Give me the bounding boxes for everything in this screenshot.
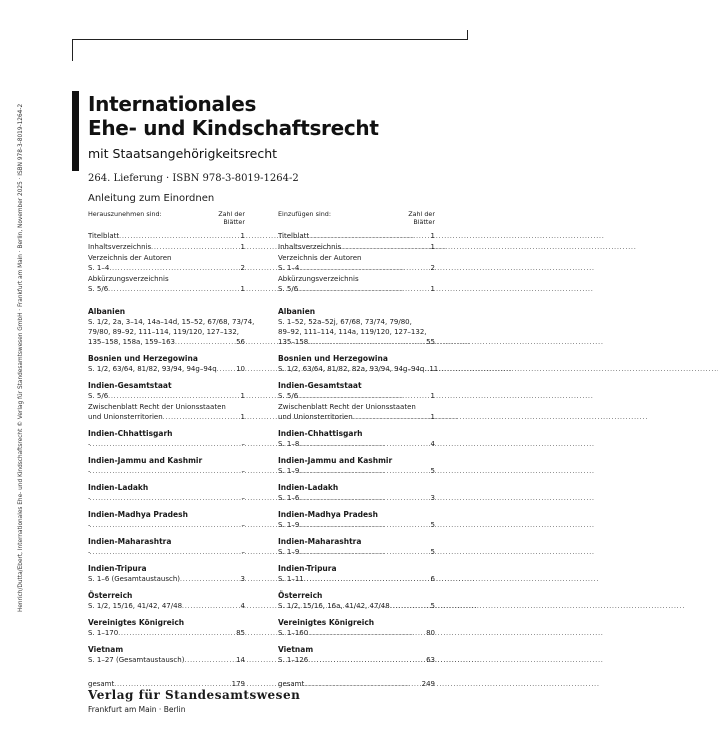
entry-pages: S. 1–126 bbox=[278, 656, 309, 664]
publisher-city: Frankfurt am Main · Berlin bbox=[88, 705, 186, 714]
total-label: gesamt bbox=[88, 680, 115, 688]
sheet-count: 4 bbox=[430, 440, 435, 448]
sheet-count: – bbox=[241, 467, 245, 475]
sheet-count: 1 bbox=[240, 243, 245, 251]
dot-leader bbox=[299, 493, 429, 504]
prelim-row bbox=[88, 263, 245, 274]
sheet-count: 1 bbox=[240, 392, 245, 400]
total-count: 179 bbox=[231, 680, 245, 688]
column-header-count: Zahl der Blätter bbox=[408, 210, 435, 226]
country-heading: Indien-Chhattisgarh bbox=[88, 429, 173, 438]
entry-pages: S. 1–160 bbox=[278, 629, 309, 637]
dot-leader bbox=[90, 439, 241, 450]
entry-pages: S. 1–9 bbox=[278, 548, 300, 556]
entry-pages: S. 1–4 bbox=[278, 264, 300, 272]
dot-leader bbox=[304, 679, 420, 690]
frame-line-right bbox=[467, 30, 468, 40]
entry-row bbox=[88, 520, 245, 531]
subtitle: mit Staatsangehörigkeitsrecht bbox=[88, 146, 278, 161]
column-header-label: Einzufügen sind: bbox=[278, 210, 332, 218]
spacer bbox=[278, 295, 435, 307]
entry-pages: S. 1–170 bbox=[88, 629, 119, 637]
total-label: gesamt bbox=[278, 680, 305, 688]
dot-leader bbox=[119, 231, 239, 242]
sheet-count: 4 bbox=[240, 602, 245, 610]
entry-pages: S. 1/2, 15/16, 41/42, 47/48 bbox=[88, 602, 183, 610]
prelim-line: Verzeichnis der Autoren bbox=[278, 254, 362, 262]
dot-leader bbox=[299, 466, 429, 477]
dot-leader bbox=[308, 337, 425, 348]
frame-line-left bbox=[72, 39, 73, 61]
entry-row bbox=[278, 466, 435, 477]
dot-leader bbox=[118, 628, 235, 639]
dot-leader bbox=[90, 547, 241, 558]
sheet-count: 1 bbox=[240, 413, 245, 421]
entry-row bbox=[88, 628, 245, 639]
column-header-label: Herauszunehmen sind: bbox=[88, 210, 162, 218]
column-header-count: Zahl der Blätter bbox=[218, 210, 245, 226]
title-accent-bar bbox=[72, 91, 79, 171]
sheet-count: 1 bbox=[430, 243, 435, 251]
entry-line: 89–92, 111–114, 114a, 119/120, 127–132, bbox=[278, 328, 427, 336]
country-heading: Indien-Madhya Pradesh bbox=[278, 510, 378, 519]
sheet-count: 5 bbox=[430, 602, 435, 610]
entry-pages: Titelblatt bbox=[88, 232, 120, 240]
country-heading: Indien-Ladakh bbox=[88, 483, 149, 492]
entry-pages: Inhaltsverzeichnis bbox=[88, 243, 152, 251]
prelim-row bbox=[88, 284, 245, 295]
entry-line: Zwischenblatt Recht der Unionsstaaten bbox=[88, 403, 226, 411]
country-heading: Albanien bbox=[88, 307, 126, 316]
sheet-count: 5 bbox=[430, 548, 435, 556]
dot-leader bbox=[108, 284, 239, 295]
dot-leader bbox=[299, 547, 429, 558]
title-line-1: Internationales bbox=[88, 92, 257, 116]
column-header bbox=[88, 210, 245, 226]
dot-leader bbox=[308, 655, 425, 666]
country-heading: Indien-Tripura bbox=[88, 564, 147, 573]
country-heading: Indien-Madhya Pradesh bbox=[88, 510, 188, 519]
prelim-row bbox=[278, 284, 435, 295]
entry-row bbox=[88, 412, 245, 423]
sheet-count: 1 bbox=[430, 285, 435, 293]
country-heading: Österreich bbox=[88, 591, 133, 600]
entry-row bbox=[278, 547, 435, 558]
prelim-row bbox=[278, 263, 435, 274]
insert-column bbox=[278, 210, 439, 690]
entry-row bbox=[88, 601, 245, 612]
country-heading: Bosnien und Herzegowina bbox=[278, 354, 388, 363]
dot-leader bbox=[217, 364, 235, 375]
entry-pages: S. 5/6 bbox=[278, 392, 299, 400]
entry-row bbox=[278, 601, 435, 612]
country-heading: Vereinigtes Königreich bbox=[88, 618, 185, 627]
country-heading: Österreich bbox=[278, 591, 323, 600]
entry-row bbox=[278, 391, 435, 402]
dot-leader bbox=[184, 655, 235, 666]
dot-leader bbox=[175, 337, 235, 348]
prelim-row bbox=[88, 242, 245, 253]
entry-pages: und Unionsterritorien bbox=[88, 413, 163, 421]
dot-leader bbox=[308, 628, 425, 639]
country-heading: Indien-Jammu and Kashmir bbox=[278, 456, 393, 465]
entry-pages: S. 5/6 bbox=[88, 392, 109, 400]
dot-leader bbox=[109, 263, 239, 274]
dot-leader bbox=[299, 520, 429, 531]
prelim-line: Verzeichnis der Autoren bbox=[88, 254, 172, 262]
entry-pages: S. 1/2, 15/16, 16a, 41/42, 47/48 bbox=[278, 602, 390, 610]
dot-leader bbox=[90, 520, 241, 531]
country-heading: Indien-Gesamtstaat bbox=[88, 381, 172, 390]
prelim-line: Abkürzungsverzeichnis bbox=[278, 275, 359, 283]
entry-pages: S. 1–6 bbox=[278, 494, 300, 502]
dot-leader bbox=[298, 391, 429, 402]
entry-pages: 135–158 bbox=[278, 338, 309, 346]
entry-line: S. 1–52, 52a–52j, 67/68, 73/74, 79/80, bbox=[278, 318, 412, 326]
country-heading: Vereinigtes Königreich bbox=[278, 618, 375, 627]
dot-leader bbox=[90, 493, 241, 504]
entry-pages: und Unionsterritorien bbox=[278, 413, 353, 421]
entry-row bbox=[88, 391, 245, 402]
dot-leader bbox=[353, 412, 430, 423]
country-heading: Indien-Maharashtra bbox=[88, 537, 172, 546]
country-heading: Vietnam bbox=[88, 645, 124, 654]
dot-leader bbox=[304, 574, 430, 585]
sheet-count: – bbox=[241, 494, 245, 502]
country-heading: Indien-Jammu and Kashmir bbox=[88, 456, 203, 465]
sheet-count: – bbox=[241, 521, 245, 529]
dot-leader bbox=[299, 439, 429, 450]
sheet-count: 5 bbox=[430, 467, 435, 475]
dot-leader bbox=[151, 242, 239, 253]
remove-column bbox=[88, 210, 255, 690]
entry-row bbox=[88, 364, 245, 375]
entry-pages: S. 1/2, 63/64, 81/82, 93/94, 94g–94q bbox=[88, 365, 217, 373]
dot-leader bbox=[163, 412, 240, 423]
sheet-count: 55 bbox=[426, 338, 435, 346]
sheet-count: 56 bbox=[236, 338, 245, 346]
country-heading: Indien-Chhattisgarh bbox=[278, 429, 363, 438]
country-heading: Indien-Ladakh bbox=[278, 483, 339, 492]
sheet-count: 3 bbox=[430, 494, 435, 502]
dot-leader bbox=[341, 242, 429, 253]
entry-pages: 135–158, 158a, 159–163 bbox=[88, 338, 175, 346]
frame-line-top bbox=[72, 39, 468, 40]
entry-row bbox=[88, 439, 245, 450]
entry-pages: S. 1–9 bbox=[278, 521, 300, 529]
entry-pages: Titelblatt bbox=[278, 232, 310, 240]
entry-row bbox=[278, 364, 439, 375]
total-count: 249 bbox=[421, 680, 435, 688]
side-imprint: Henrich/Dutta/Ebert, Internationales Ehe- und Kindschaftsrecht © Verlag für Standesamtswesen GmbH · Frankfurt am Main · Berlin, November 2025 · ISBN 978-3-8019-1264-2 bbox=[18, 103, 24, 612]
sheet-count: 1 bbox=[430, 413, 435, 421]
entry-pages: S. 1/2, 63/64, 81/82, 82a, 93/94, 94g–94q bbox=[278, 365, 425, 373]
entry-row bbox=[278, 337, 435, 348]
entry-row bbox=[278, 628, 435, 639]
sheet-count: 2 bbox=[240, 264, 245, 272]
entry-line: Zwischenblatt Recht der Unionsstaaten bbox=[278, 403, 416, 411]
country-heading: Vietnam bbox=[278, 645, 314, 654]
dot-leader bbox=[180, 574, 240, 585]
entry-row bbox=[278, 412, 435, 423]
sheet-count: 80 bbox=[426, 629, 435, 637]
sheet-count: 6 bbox=[430, 575, 435, 583]
entry-pages: Inhaltsverzeichnis bbox=[278, 243, 342, 251]
country-heading: Indien-Maharashtra bbox=[278, 537, 362, 546]
sheet-count: 3 bbox=[240, 575, 245, 583]
sheet-count: 10 bbox=[236, 365, 245, 373]
entry-row bbox=[278, 493, 435, 504]
dot-leader bbox=[182, 601, 240, 612]
entry-row bbox=[278, 574, 435, 585]
sheet-count: – bbox=[241, 548, 245, 556]
sheet-count: 63 bbox=[426, 656, 435, 664]
publisher-name: Verlag für Standesamtswesen bbox=[88, 688, 301, 702]
entry-row bbox=[88, 493, 245, 504]
entry-pages: S. 1–8 bbox=[278, 440, 300, 448]
dot-leader bbox=[90, 466, 241, 477]
entry-line: 79/80, 89–92, 111–114, 119/120, 127–132, bbox=[88, 328, 240, 336]
entry-row bbox=[88, 655, 245, 666]
entry-line: S. 1/2, 2a, 3–14, 14a–14d, 15–52, 67/68, 73/74, bbox=[88, 318, 255, 326]
total-row bbox=[278, 679, 435, 690]
sheet-count: 2 bbox=[430, 264, 435, 272]
entry-row bbox=[278, 655, 435, 666]
entry-pages: S. 1–9 bbox=[278, 467, 300, 475]
prelim-row bbox=[278, 242, 435, 253]
dot-leader bbox=[390, 601, 430, 612]
dot-leader bbox=[299, 263, 429, 274]
entry-row bbox=[88, 547, 245, 558]
dot-leader bbox=[309, 231, 429, 242]
country-heading: Indien-Tripura bbox=[278, 564, 337, 573]
sheet-count: 1 bbox=[240, 232, 245, 240]
column-header bbox=[278, 210, 435, 226]
entry-pages: S. 1–11 bbox=[278, 575, 304, 583]
entry-pages: S. 5/6 bbox=[88, 285, 109, 293]
sheet-count: 1 bbox=[430, 392, 435, 400]
entry-row bbox=[278, 520, 435, 531]
entry-pages: S. 1–6 (Gesamtaustausch) bbox=[88, 575, 180, 583]
dot-leader bbox=[298, 284, 429, 295]
sheet-count: 1 bbox=[430, 232, 435, 240]
prelim-row bbox=[88, 231, 245, 242]
entry-row bbox=[88, 337, 245, 348]
country-heading: Bosnien und Herzegowina bbox=[88, 354, 198, 363]
spacer bbox=[88, 295, 245, 307]
entry-row bbox=[278, 439, 435, 450]
entry-pages: S. 1–4 bbox=[88, 264, 110, 272]
edition-line: 264. Lieferung · ISBN 978-3-8019-1264-2 bbox=[88, 173, 299, 184]
title-line-2: Ehe- und Kindschaftsrecht bbox=[88, 116, 379, 140]
country-heading: Albanien bbox=[278, 307, 316, 316]
instructions-heading: Anleitung zum Einordnen bbox=[88, 193, 215, 204]
sheet-count: – bbox=[241, 440, 245, 448]
entry-pages: S. 5/6 bbox=[278, 285, 299, 293]
sheet-count: 14 bbox=[236, 656, 245, 664]
entry-row bbox=[88, 466, 245, 477]
country-heading: Indien-Gesamtstaat bbox=[278, 381, 362, 390]
entry-row bbox=[88, 574, 245, 585]
sheet-count: 1 bbox=[240, 285, 245, 293]
prelim-line: Abkürzungsverzeichnis bbox=[88, 275, 169, 283]
sheet-count: 5 bbox=[430, 521, 435, 529]
prelim-row bbox=[278, 231, 435, 242]
dot-leader bbox=[108, 391, 239, 402]
entry-pages: S. 1–27 (Gesamtaustausch) bbox=[88, 656, 185, 664]
sheet-count: 11 bbox=[429, 365, 439, 373]
sheet-count: 85 bbox=[236, 629, 245, 637]
